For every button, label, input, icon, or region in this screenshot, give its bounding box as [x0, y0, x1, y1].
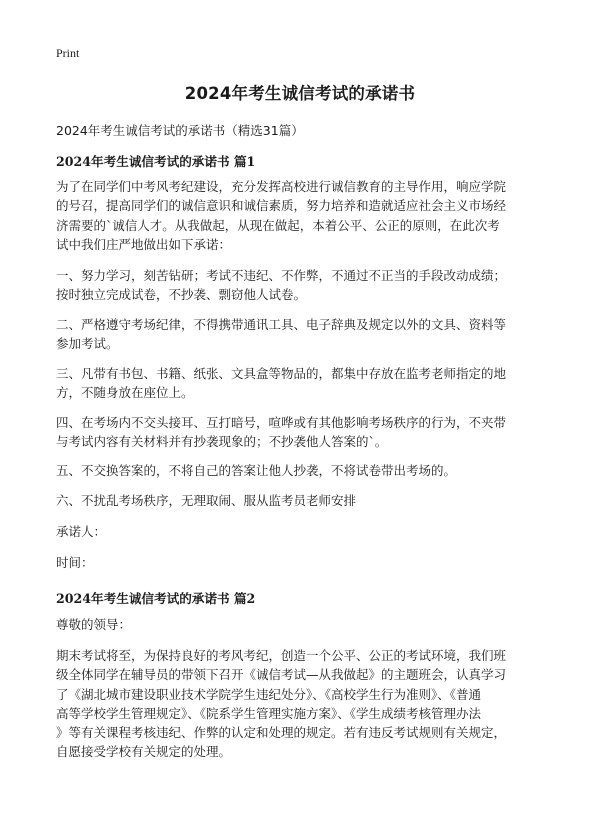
- text-line: 六、不扰乱考场秩序，无理取闹、服从监考员老师安排: [56, 493, 357, 508]
- text-line: 高等学校学生管理规定》、《院系学生管理实施方案》、《学生成绩考核管理办法: [56, 705, 482, 721]
- text-line: 二、严格遵守考场纪律，不得携带通讯工具、电子辞典及规定以外的文具、资料等: [56, 317, 507, 332]
- date-line: [56, 553, 556, 572]
- section-heading-1: 2024年考生诚信考试的承诺书 篇1: [56, 154, 256, 169]
- paragraph-item-3: [56, 364, 556, 403]
- text-line: 》等有关课程考核违纪、作弊的认定和处理的规定。若有违反考试规则有关规定，: [56, 725, 507, 741]
- text-line: 方，不随身放在座位上。: [56, 385, 194, 401]
- text-line: 的号召，提高同学们的诚信意识和诚信素质，努力培养和造就适应社会主义市场经: [56, 198, 507, 214]
- paragraph-item-1: [56, 266, 556, 305]
- text-line: 五、不交换答案的，不将自己的答案让他人抄袭，不将试卷带出考场的。: [56, 463, 457, 478]
- text-line: 试中我们庄严地做出如下承诺：: [56, 236, 232, 252]
- document-title: 2024年考生诚信考试的承诺书: [184, 84, 416, 103]
- section-heading-2: 2024年考生诚信考试的承诺书 篇2: [56, 591, 256, 606]
- text-line: 了《湖北城市建设职业技术学院学生违纪处分》、《高校学生行为准则》、《普通: [56, 686, 482, 702]
- text-line: 期末考试将至，为保持良好的考风考纪，创造一个公平、公正的考试环境，我们班: [56, 648, 507, 663]
- text-line: 自愿接受学校有关规定的处理。: [56, 744, 232, 760]
- text-line: 济需要的`诚信人才。从我做起，从现在做起，本着公平、公正的原则，在此次考: [56, 217, 500, 233]
- text-line: 参加考试。: [56, 336, 119, 352]
- text-line: 尊敬的领导：: [56, 617, 132, 632]
- paragraph-item-5: [56, 461, 556, 480]
- text-line: 为了在同学们中考风考纪建设，充分发挥高校进行诚信教育的主导作用，响应学院: [56, 179, 507, 194]
- document-subtitle: 2024年考生诚信考试的承诺书（精选31篇）: [56, 123, 304, 138]
- text-line: 三、凡带有书包、书籍、纸张、文具盒等物品的，都集中存放在监考老师指定的地: [56, 366, 507, 381]
- paragraph-item-4: [56, 413, 556, 452]
- paragraph-item-6: [56, 491, 556, 510]
- text-line: 级全体同学在辅导员的带领下召开《诚信考试—从我做起》的主题班会，认真学习: [56, 667, 507, 683]
- print-label: Print: [56, 46, 80, 60]
- paragraph-item-2: [56, 315, 556, 354]
- text-line: 一、努力学习，刻苦钻研；考试不违纪、不作弊，不通过不正当的手段改动成绩；: [56, 268, 507, 283]
- text-line: 承诺人：: [56, 524, 107, 539]
- text-line: 时间：: [56, 555, 94, 570]
- paragraph-body: [56, 646, 556, 762]
- paragraph-intro: [56, 177, 556, 254]
- text-line: 与考试内容有关材料并有抄袭现象的；不抄袭他人答案的`。: [56, 434, 388, 450]
- text-line: 按时独立完成试卷，不抄袭、剽窃他人试卷。: [56, 287, 307, 303]
- signatory-line: [56, 522, 556, 541]
- salutation: [56, 615, 556, 634]
- text-line: 四、在考场内不交头接耳、互打暗号，喧哗或有其他影响考场秩序的行为，不夹带: [56, 415, 507, 430]
